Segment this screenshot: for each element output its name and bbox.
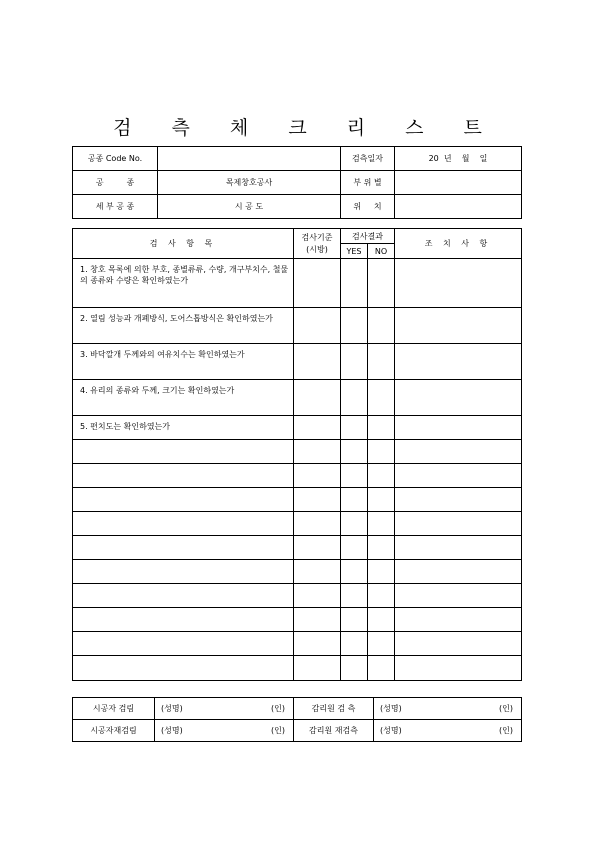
date-field[interactable]: 20 년 월 일 xyxy=(395,147,522,171)
yes-cell[interactable] xyxy=(341,656,368,681)
criteria-cell[interactable] xyxy=(294,464,341,488)
checklist-row xyxy=(73,536,522,560)
checklist-item-text: 1. 창호 목록에 의한 부호, 종별류류, 수량, 개구부치수, 철물의 종류와 수량은 확인하였는가 xyxy=(73,259,294,308)
criteria-cell[interactable] xyxy=(294,308,341,344)
action-cell[interactable] xyxy=(395,632,522,656)
detail-label: 세 부 공 종 xyxy=(73,195,158,219)
contractor-reinspection-label: 시공자재검림 xyxy=(73,720,155,742)
work-label: 공 종 xyxy=(73,171,158,195)
checklist-row xyxy=(73,632,522,656)
checklist-row xyxy=(73,608,522,632)
criteria-cell[interactable] xyxy=(294,608,341,632)
col-header-no: NO xyxy=(368,244,395,259)
checklist-item-text xyxy=(73,512,294,536)
checklist-item-text: 4. 유리의 종류와 두께, 크기는 확인하였는가 xyxy=(73,380,294,416)
signature-table xyxy=(72,697,522,742)
col-header-action: 조 치 사 항 xyxy=(395,229,522,259)
no-cell[interactable] xyxy=(368,512,395,536)
supervisor-inspection-seal: (인) xyxy=(449,698,522,720)
action-cell[interactable] xyxy=(395,656,522,681)
supervisor-reinspection-sign[interactable]: (성명) xyxy=(374,720,449,742)
criteria-cell[interactable] xyxy=(294,259,341,308)
no-cell[interactable] xyxy=(368,608,395,632)
yes-cell[interactable] xyxy=(341,584,368,608)
yes-cell[interactable] xyxy=(341,380,368,416)
action-cell[interactable] xyxy=(395,488,522,512)
checklist-row xyxy=(73,512,522,536)
checklist-row xyxy=(73,440,522,464)
criteria-cell[interactable] xyxy=(294,344,341,380)
checklist-item-text xyxy=(73,536,294,560)
col-header-yes: YES xyxy=(341,244,368,259)
no-cell[interactable] xyxy=(368,632,395,656)
no-cell[interactable] xyxy=(368,584,395,608)
checklist-item-text xyxy=(73,464,294,488)
checklist-item-text xyxy=(73,488,294,512)
criteria-cell[interactable] xyxy=(294,584,341,608)
action-cell[interactable] xyxy=(395,608,522,632)
checklist-row xyxy=(73,656,522,681)
checklist-item-text xyxy=(73,656,294,681)
action-cell[interactable] xyxy=(395,536,522,560)
no-cell[interactable] xyxy=(368,440,395,464)
action-cell[interactable] xyxy=(395,416,522,440)
supervisor-reinspection-label: 감리원 재검측 xyxy=(294,720,374,742)
action-cell[interactable] xyxy=(395,560,522,584)
col-header-result: 검사결과 xyxy=(341,229,395,244)
no-cell[interactable] xyxy=(368,536,395,560)
action-cell[interactable] xyxy=(395,464,522,488)
checklist-row xyxy=(73,416,522,440)
action-cell[interactable] xyxy=(395,344,522,380)
criteria-cell[interactable] xyxy=(294,440,341,464)
location-field[interactable] xyxy=(395,195,522,219)
criteria-cell[interactable] xyxy=(294,416,341,440)
checklist-row xyxy=(73,560,522,584)
code-field[interactable] xyxy=(158,147,341,171)
action-cell[interactable] xyxy=(395,308,522,344)
action-cell[interactable] xyxy=(395,380,522,416)
checklist-item-text xyxy=(73,440,294,464)
action-cell[interactable] xyxy=(395,584,522,608)
contractor-inspection-seal: (인) xyxy=(226,698,294,720)
work-field[interactable]: 목제창호공사 xyxy=(158,171,341,195)
date-label: 검측일자 xyxy=(341,147,395,171)
no-cell[interactable] xyxy=(368,344,395,380)
header-table xyxy=(72,146,522,219)
checklist-row xyxy=(73,380,522,416)
criteria-cell[interactable] xyxy=(294,380,341,416)
yes-cell[interactable] xyxy=(341,344,368,380)
contractor-reinspection-seal: (인) xyxy=(226,720,294,742)
yes-cell[interactable] xyxy=(341,259,368,308)
code-label: 공종 Code No. xyxy=(73,147,158,171)
no-cell[interactable] xyxy=(368,488,395,512)
checklist-table xyxy=(72,228,522,681)
checklist-row xyxy=(73,464,522,488)
checklist-item-text: 2. 열림 성능과 개폐방식, 도어스톱방식은 확인하였는가 xyxy=(73,308,294,344)
no-cell[interactable] xyxy=(368,464,395,488)
no-cell[interactable] xyxy=(368,560,395,584)
yes-cell[interactable] xyxy=(341,464,368,488)
criteria-cell[interactable] xyxy=(294,632,341,656)
contractor-inspection-label: 시공자 검림 xyxy=(73,698,155,720)
checklist-row xyxy=(73,344,522,380)
part-label: 부 위 별 xyxy=(341,171,395,195)
detail-field[interactable]: 시 공 도 xyxy=(158,195,341,219)
checklist-row xyxy=(73,308,522,344)
no-cell[interactable] xyxy=(368,259,395,308)
checklist-row xyxy=(73,488,522,512)
criteria-cell[interactable] xyxy=(294,656,341,681)
yes-cell[interactable] xyxy=(341,308,368,344)
criteria-cell[interactable] xyxy=(294,560,341,584)
yes-cell[interactable] xyxy=(341,416,368,440)
checklist-item-text xyxy=(73,584,294,608)
checklist-item-text: 5. 편치도는 확인하였는가 xyxy=(73,416,294,440)
page-title: 검 측 체 크 리 스 트 xyxy=(113,117,499,139)
yes-cell[interactable] xyxy=(341,512,368,536)
action-cell[interactable] xyxy=(395,259,522,308)
col-header-criteria: 검사기준 (시방) xyxy=(294,229,341,259)
criteria-cell[interactable] xyxy=(294,512,341,536)
criteria-cell[interactable] xyxy=(294,488,341,512)
contractor-reinspection-sign[interactable]: (성명) xyxy=(155,720,226,742)
no-cell[interactable] xyxy=(368,416,395,440)
contractor-inspection-sign[interactable]: (성명) xyxy=(155,698,226,720)
checklist-item-text xyxy=(73,560,294,584)
part-field[interactable] xyxy=(395,171,522,195)
location-label: 위 치 xyxy=(341,195,395,219)
no-cell[interactable] xyxy=(368,380,395,416)
supervisor-inspection-label: 감리원 검 측 xyxy=(294,698,374,720)
checklist-item-text xyxy=(73,608,294,632)
yes-cell[interactable] xyxy=(341,560,368,584)
yes-cell[interactable] xyxy=(341,608,368,632)
yes-cell[interactable] xyxy=(341,632,368,656)
no-cell[interactable] xyxy=(368,656,395,681)
no-cell[interactable] xyxy=(368,308,395,344)
col-header-items: 검 사 항 목 xyxy=(73,229,294,259)
action-cell[interactable] xyxy=(395,512,522,536)
checklist-item-text xyxy=(73,632,294,656)
checklist-row xyxy=(73,259,522,308)
yes-cell[interactable] xyxy=(341,536,368,560)
supervisor-inspection-sign[interactable]: (성명) xyxy=(374,698,449,720)
checklist-item-text: 3. 바닥깔개 두께와의 여유치수는 확인하였는가 xyxy=(73,344,294,380)
yes-cell[interactable] xyxy=(341,440,368,464)
checklist-row xyxy=(73,584,522,608)
criteria-cell[interactable] xyxy=(294,536,341,560)
action-cell[interactable] xyxy=(395,440,522,464)
supervisor-reinspection-seal: (인) xyxy=(449,720,522,742)
yes-cell[interactable] xyxy=(341,488,368,512)
